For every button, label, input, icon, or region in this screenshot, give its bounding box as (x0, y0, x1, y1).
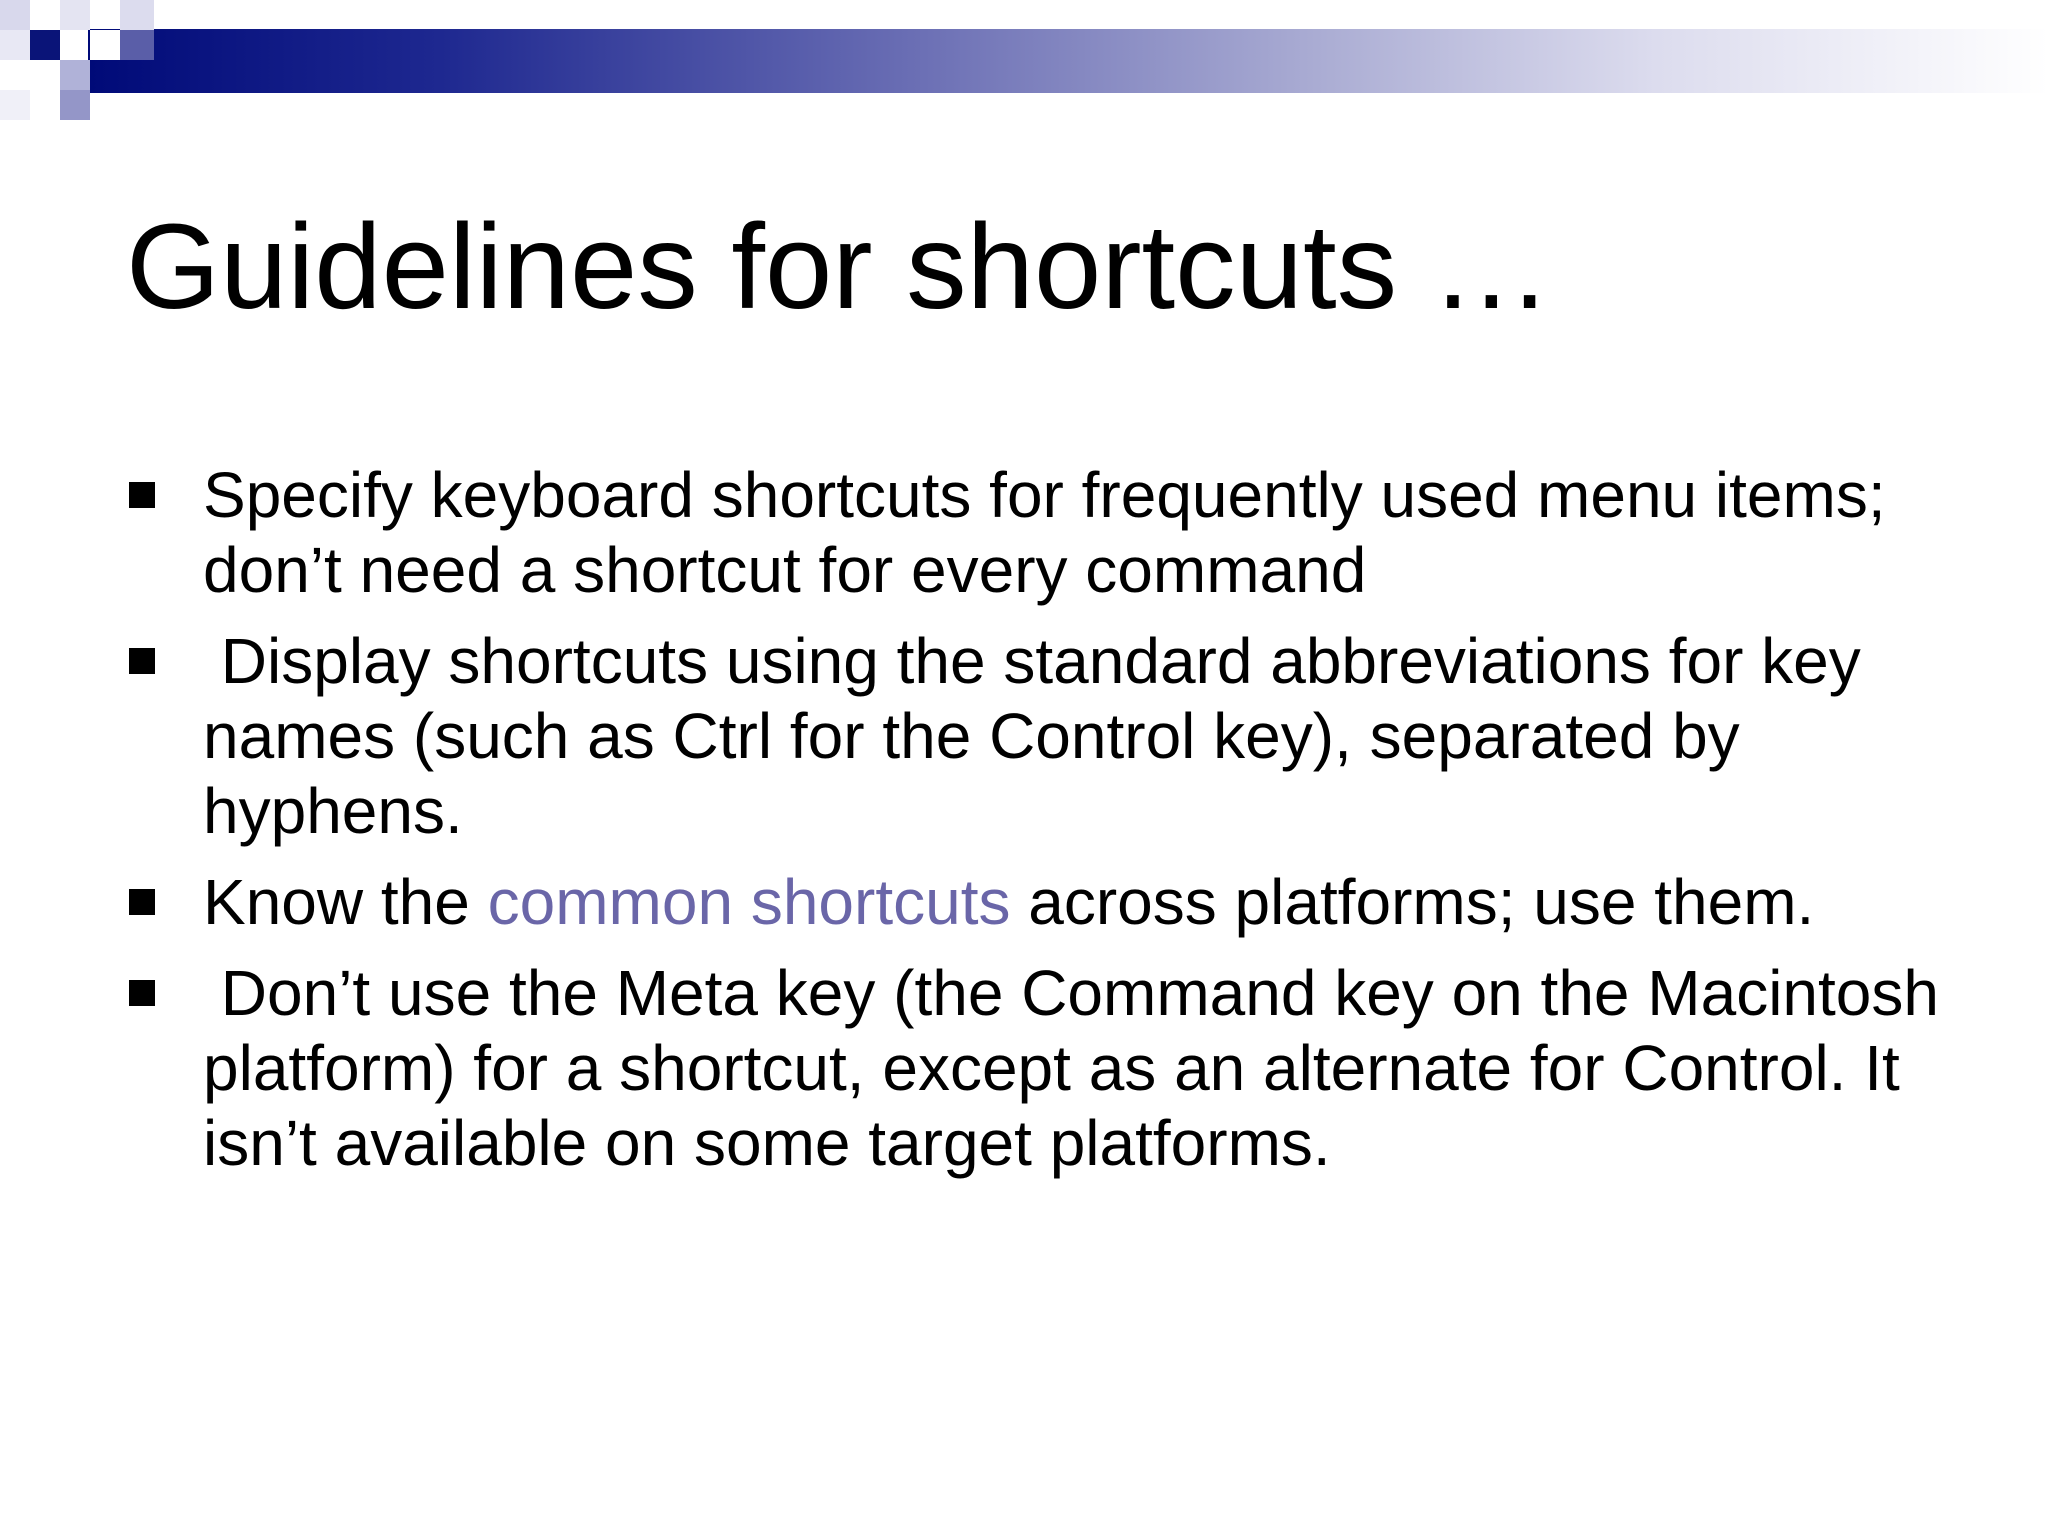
header-square (60, 90, 90, 120)
header-square (120, 0, 154, 30)
bullet-text: Specify keyboard shortcuts for frequently used menu items; don’t need a shortcut for every command (203, 459, 1886, 606)
bullet-text: Don’t use the Meta key (the Command key on the Macintosh platform) for a shortcut, except as an alternate for Control. It isn’t available on some target platforms. (203, 957, 1957, 1179)
header-square (90, 30, 120, 60)
bullet-item (126, 458, 1986, 608)
common-shortcuts-link[interactable]: common shortcuts (487, 866, 1011, 938)
bullet-text-before: Know the (203, 866, 488, 938)
header-square (60, 0, 90, 30)
header-square (30, 60, 60, 90)
square-bullet-icon (129, 482, 155, 508)
header-decoration (0, 0, 2048, 125)
square-bullet-icon (129, 648, 155, 674)
bullet-text: Display shortcuts using the standard abbreviations for key names (such as Ctrl for the Control key), separated by hyphens. (203, 625, 1879, 847)
header-square (0, 90, 30, 120)
square-bullet-icon (129, 889, 155, 915)
bullet-item (126, 865, 1986, 940)
header-gradient-bar (88, 29, 2048, 93)
bullet-text-after: across platforms; use them. (1010, 866, 1815, 938)
bullet-item (126, 624, 1986, 849)
header-square (30, 0, 60, 30)
bullet-item (126, 956, 1986, 1181)
header-square (120, 30, 154, 60)
header-square (30, 30, 60, 60)
square-bullet-icon (129, 980, 155, 1006)
header-square (0, 0, 30, 30)
bullet-list (126, 458, 1986, 1197)
slide-title: Guidelines for shortcuts … (126, 198, 1552, 334)
header-square (0, 30, 30, 60)
header-square (60, 60, 90, 90)
